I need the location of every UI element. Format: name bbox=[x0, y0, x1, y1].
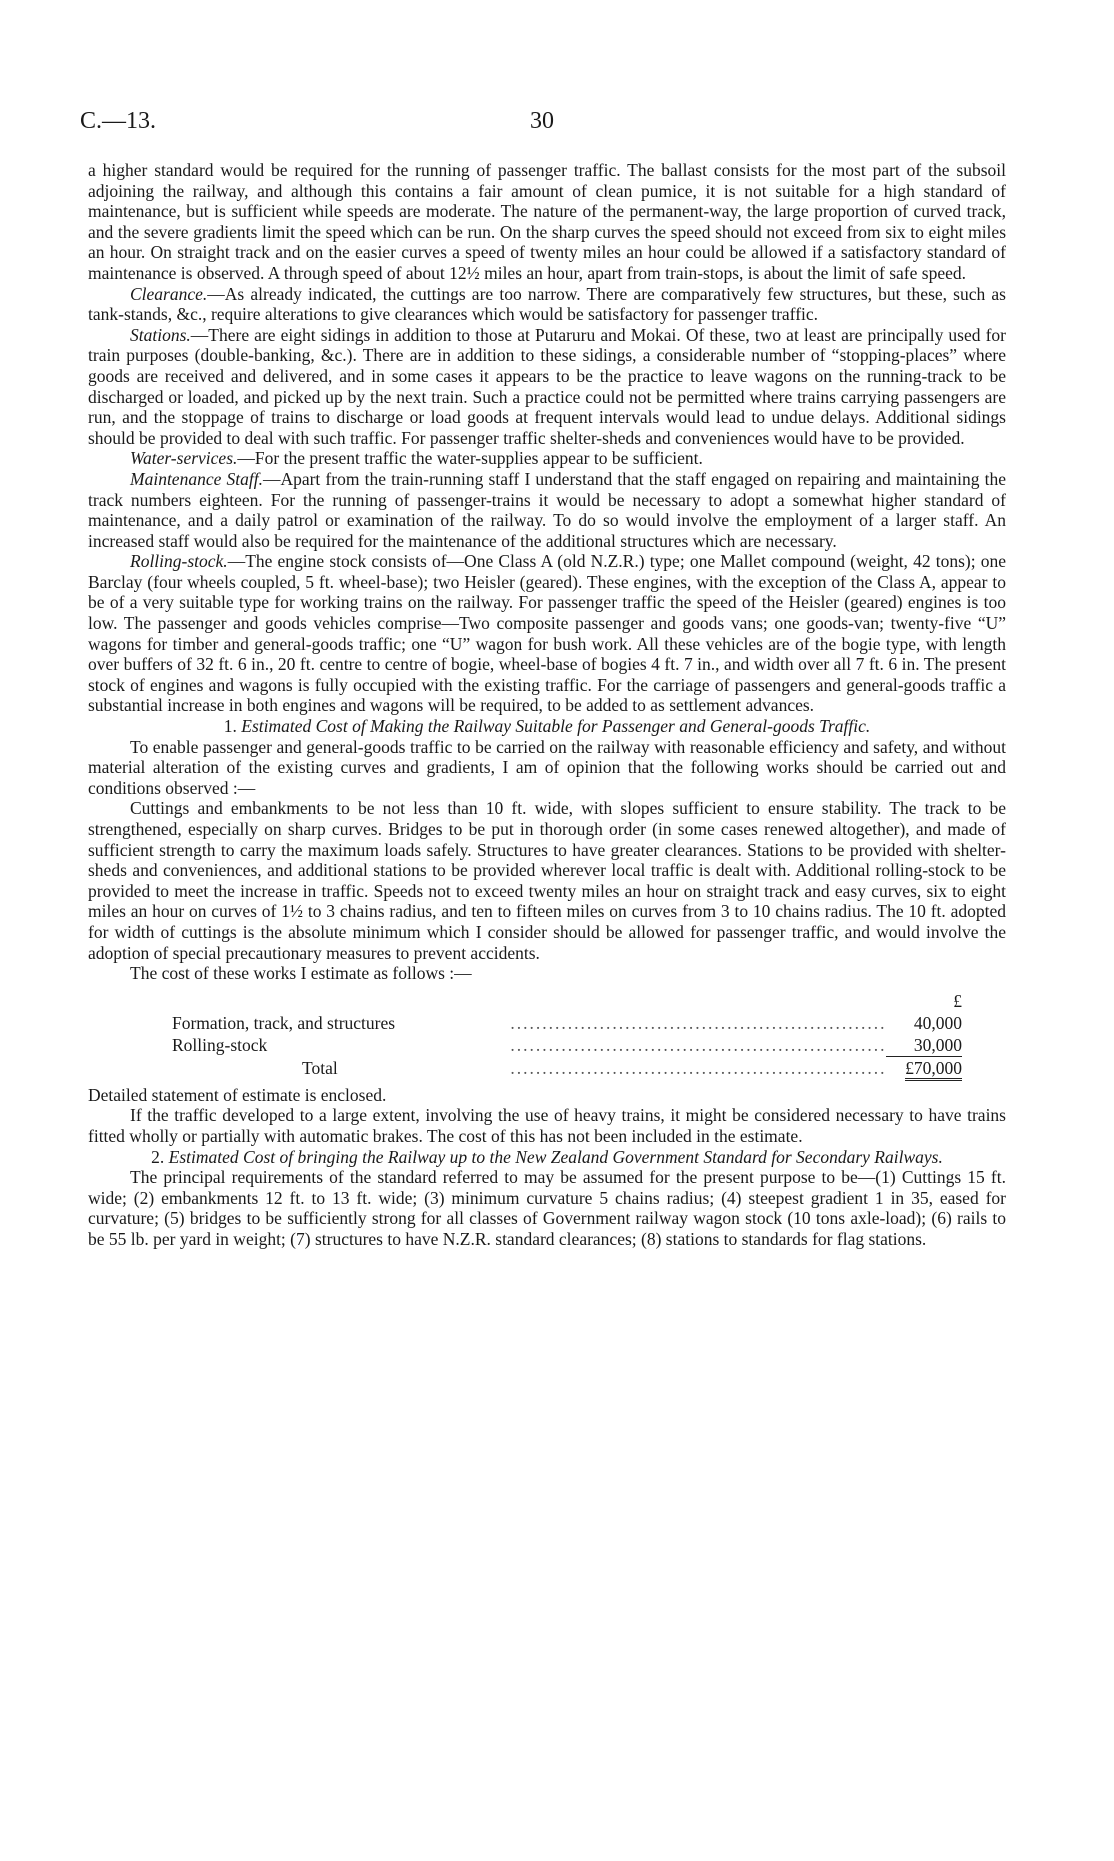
section-number: 1. bbox=[223, 716, 237, 737]
cost-amount: 40,000 bbox=[913, 1012, 962, 1033]
paragraph-text: —Apart from the train-running staff I understand that the staff engaged on repairing and maintaining the track numbers eighteen. For the running of passenger-trains it would be necessary to adopt a somewhat higher standard of maintenance, and a daily patrol or examination of the railway. To do so would involve the employment of a larger staff. An increased staff would also be required for the maintenance of the additional structures which are necessary. bbox=[88, 468, 1006, 551]
total-amount bbox=[886, 1056, 962, 1079]
page-number: 30 bbox=[530, 108, 554, 134]
cost-label: Rolling-stock bbox=[172, 1035, 268, 1055]
paragraph-text: Cuttings and embankments to be not less than 10 ft. wide, with slopes sufficient to ensure stability. The track to be strengthened, especially on sharp curves. Bridges to be put in thorough order (in some cases renewed altogether), and made of sufficient strength to carry the maximum loads safely. Structures to have greater clearances. Stations to be provided with shelter-sheds and conveniences, and additional stations to be provided wherever local traffic is dealt with. Additional rolling-stock to be provided to meet the increase in traffic. Speeds not to exceed twenty miles an hour on straight track and easy curves, six to eight miles an hour on curves of 1½ to 3 chains radius, and ten to fifteen miles on curves from 3 to 10 chains radius. The 10 ft. adopted for width of cuttings is the absolute minimum which I consider should be allowed for passenger traffic, and would involve the adoption of special precautionary measures to prevent accidents. bbox=[88, 798, 1006, 963]
cost-amount: 30,000 bbox=[913, 1034, 962, 1055]
paragraph-maintenance-staff bbox=[88, 469, 1006, 551]
paragraph-text: —As already indicated, the cuttings are too narrow. There are comparatively few structures, but these, such as tank-stands, &c., require alterations to give clearances which would be satisfactory for passenger traffic. bbox=[88, 283, 1006, 325]
paragraph-lead: Rolling-stock. bbox=[130, 551, 228, 572]
paragraph-section1-intro bbox=[88, 737, 1006, 799]
dot-leader: ........................................................... bbox=[510, 1057, 887, 1078]
paragraph-text: —The engine stock consists of—One Class A (old N.Z.R.) type; one Mallet compound (weight, 42 tons); one Barclay (four wheels coupled, 5 ft. wheel-base); two Heisler (geared). These engines, with the exception of the Class A, appear to be of a very suitable type for working trains on the railway. For passenger traffic the speed of the Heisler (geared) engines is too low. The passenger and goods vehicles comprise—Two composite passenger and goods vans; one goods-van; twenty-five “U” wagons for timber and general-goods traffic; one “U” wagon for bush work. All these vehicles are of the bogie type, with length over buffers of 32 ft. 6 in., 20 ft. centre to centre of bogie, wheel-base of bogies 4 ft. 7 in., and width over all 7 ft. 6 in. The present stock of engines and wagons is fully occupied with the existing traffic. For the carriage of passengers and general-goods traffic a substantial increase in both engines and wagons will be required, to be added to as settlement advances. bbox=[88, 551, 1006, 716]
section-title: Estimated Cost of Making the Railway Suitable for Passenger and General-goods Traffic. bbox=[241, 716, 871, 737]
paragraph-detailed-statement bbox=[88, 1085, 1006, 1106]
table-header-row bbox=[172, 990, 962, 1012]
total-label: Total bbox=[302, 1057, 338, 1078]
paragraph-section2-requirements bbox=[88, 1167, 1006, 1249]
table-row bbox=[172, 1034, 962, 1057]
paragraph-text: a higher standard would be required for the running of passenger traffic. The ballast consists for the most part of the subsoil adjoining the railway, and although this contains a fair amount of clean pumice, it is not suitable for a high standard of maintenance, but is sufficient while speeds are moderate. The nature of the permanent-way, the large proportion of curved track, and the severe gradients limit the speed which can be run. On the sharp curves the speed should not exceed from six to eight miles an hour. On straight track and on the easier curves a speed of twenty miles an hour could be allowed if a satisfactory standard of maintenance is observed. A through speed of about 12½ miles an hour, apart from train-stops, is about the limit of safe speed. bbox=[88, 160, 1006, 283]
paragraph-text: To enable passenger and general-goods traffic to be carried on the railway with reasonable efficiency and safety, and without material alteration of the existing curves and gradients, I am of opinion that the following works should be carried out and conditions observed :— bbox=[88, 736, 1006, 798]
page-header bbox=[80, 108, 980, 138]
table-total-row bbox=[172, 1056, 962, 1079]
paragraph-clearance bbox=[88, 284, 1006, 325]
paragraph-lead: Water-services. bbox=[130, 448, 238, 469]
dot-leader: ........................................................... bbox=[510, 1012, 887, 1033]
total-value: £70,000 bbox=[905, 1058, 962, 1081]
cost-label: Formation, track, and structures bbox=[172, 1012, 396, 1033]
section-title: Estimated Cost of bringing the Railway up to the New Zealand Government Standard for Secondary Railways. bbox=[168, 1146, 943, 1167]
paragraph-lead: Stations. bbox=[130, 324, 191, 345]
paragraph-text: —There are eight sidings in addition to those at Putaruru and Mokai. Of these, two at least are principally used for train purposes (double-banking, &c.). There are in addition to these sidings, a considerable number of “stopping-places” where goods are received and delivered, and in some cases it appears to be the practice to leave wagons on the running-track to be discharged or loaded, and picked up by the next train. Such a practice could not be permitted where trains carrying passengers are run, and the stoppage of trains to discharge or load goods at frequent intervals would lead to undue delays. Additional sidings should be provided to deal with such traffic. For passenger traffic shelter-sheds and conveniences would have to be provided. bbox=[88, 324, 1006, 448]
currency-header: £ bbox=[953, 990, 962, 1011]
paragraph-rolling-stock bbox=[88, 551, 1006, 716]
cost-estimate-table bbox=[172, 990, 962, 1079]
section-2-heading bbox=[88, 1147, 1006, 1168]
paragraph-stations bbox=[88, 325, 1006, 449]
paragraph-speed bbox=[88, 160, 1006, 284]
section-number: 2. bbox=[151, 1146, 165, 1167]
table-row bbox=[172, 1012, 962, 1034]
section-1-heading bbox=[88, 716, 1006, 737]
paragraph-text: If the traffic developed to a large extent, involving the use of heavy trains, it might be considered necessary to have trains fitted wholly or partially with automatic brakes. The cost of this has not been included in the estimate. bbox=[88, 1105, 1006, 1146]
document-body bbox=[88, 160, 1006, 1250]
paragraph-text: —For the present traffic the water-supplies appear to be sufficient. bbox=[237, 448, 703, 469]
cost-intro bbox=[88, 963, 1006, 984]
paragraph-section1-works bbox=[88, 798, 1006, 963]
paragraph-water-services bbox=[88, 448, 1006, 469]
paragraph-lead: Maintenance Staff. bbox=[130, 468, 263, 489]
paragraph-text: The principal requirements of the standard referred to may be assumed for the present purpose to be—(1) Cuttings 15 ft. wide; (2) embankments 12 ft. to 13 ft. wide; (3) minimum curvature 5 chains radius; (4) steepest gradient 1 in 35, eased for curvature; (5) bridges to be sufficiently strong for all classes of Government railway wagon stock (10 tons axle-load); (6) rails to be 55 lb. per yard in weight; (7) structures to have N.Z.R. standard clearances; (8) stations to standards for flag stations. bbox=[88, 1167, 1006, 1249]
paragraph-lead: Clearance. bbox=[130, 283, 208, 304]
paragraph-brakes bbox=[88, 1105, 1006, 1146]
report-code: C.—13. bbox=[80, 108, 157, 134]
dot-leader: ........................................................... bbox=[510, 1035, 887, 1055]
paragraph-text: The cost of these works I estimate as follows :— bbox=[130, 963, 472, 984]
paragraph-text: Detailed statement of estimate is enclosed. bbox=[88, 1084, 387, 1105]
